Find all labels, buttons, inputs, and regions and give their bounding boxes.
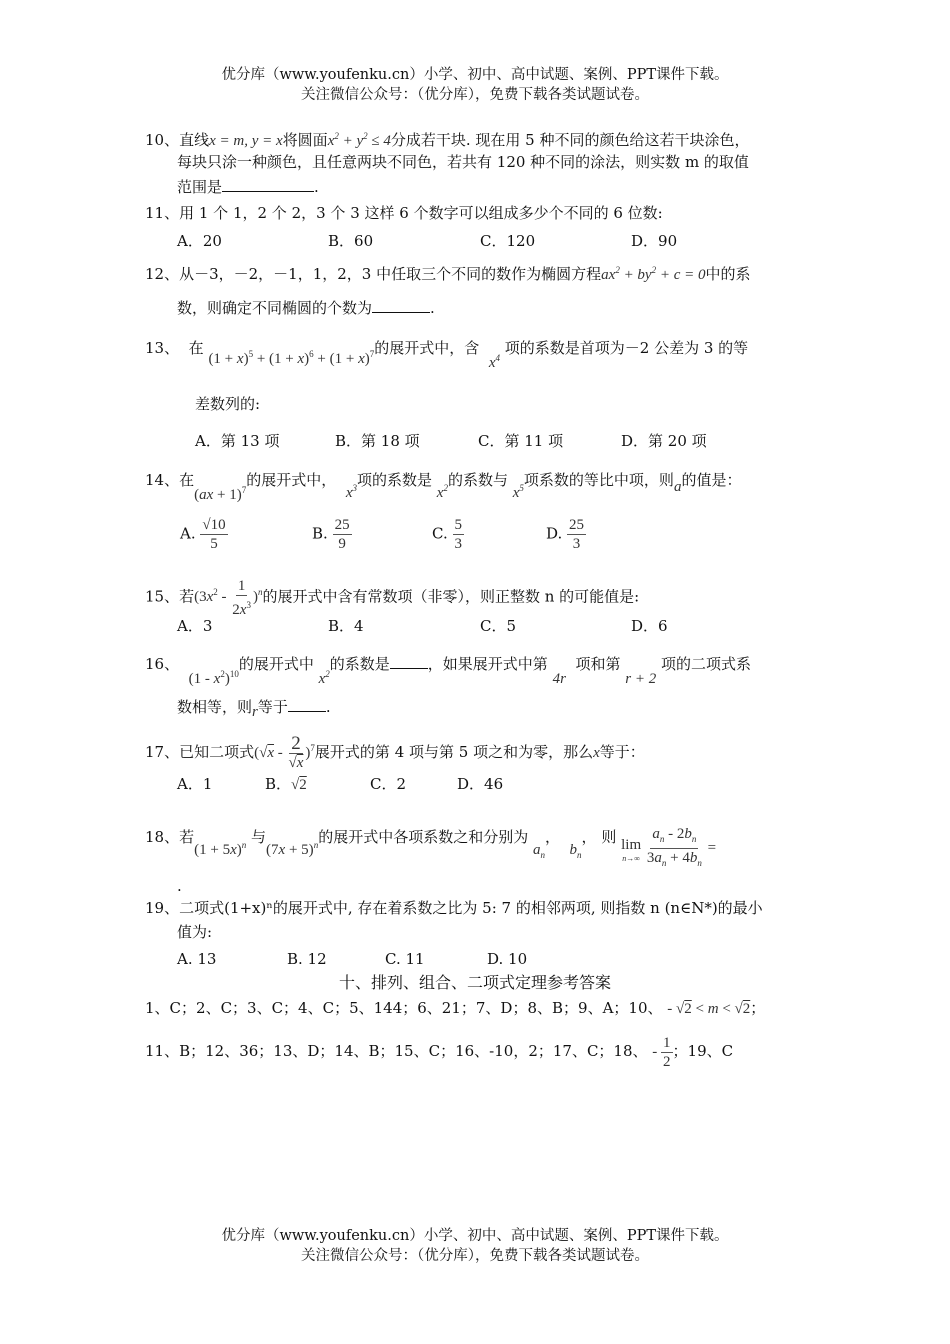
formula-m-range: - √2 < m < √2 [667, 1001, 751, 1017]
option-a [180, 516, 228, 553]
question-number: 10、 [145, 131, 180, 149]
option-d: D．第 20 项 [621, 432, 707, 450]
question-text: . [314, 178, 319, 196]
formula-sum: $(1 + x)^5 + (1 + x)^6 + (1 + x)^7$ [208, 349, 375, 367]
formula-r-plus-2: r + 2 [625, 671, 657, 687]
answers-title: 十、排列、组合、二项式定理参考答案 [338, 973, 611, 992]
question-text: 的展开式中，含 [374, 339, 480, 357]
formula-x2: $x^2$ [436, 483, 448, 501]
fraction-denominator: 9 [338, 536, 346, 552]
formula-bn: $b_n$ [569, 841, 582, 860]
question-10-line-3 [177, 177, 319, 197]
formula-disk: $x^2 + y^2 \le 4$ [327, 131, 391, 149]
option-c: C．第 11 项 [478, 432, 564, 450]
question-text: 的展开式中含有常数项（非零），则正整数 n 的可能值是: [262, 587, 640, 606]
option-fraction [333, 516, 352, 553]
question-16 [145, 650, 752, 687]
formula-lines: x = m, y = x [209, 133, 283, 149]
answer-blank [390, 654, 428, 669]
option-a: A．20 [177, 232, 222, 250]
option-d: D．46 [457, 775, 504, 793]
question-text: 数相等，则 [177, 698, 253, 716]
question-text: 的值是： [681, 471, 742, 489]
question-number: 13、 [145, 339, 180, 357]
formula-binomial-17: (√x - $\frac{2}{√x}$ )$^7$ [254, 733, 315, 771]
answer-blank [372, 298, 430, 313]
question-18 [145, 815, 717, 868]
fraction-numerator: √10 [202, 517, 226, 533]
question-16-line-2 [177, 697, 331, 718]
formula-x2: $x^2$ [318, 669, 330, 687]
formula-a: a [673, 479, 682, 495]
question-number: 16、 [145, 655, 180, 673]
fraction-denominator: 3 [572, 536, 581, 552]
question-text: 若 [179, 587, 195, 606]
question-11 [145, 203, 663, 223]
formula-ellipse: $ax^2 + by^2 + c = 0$ [601, 265, 706, 283]
question-text: 已知二项式 [179, 742, 255, 761]
question-text: 中的系 [705, 265, 751, 283]
option-a: A．1 [177, 775, 213, 793]
formula-4r: 4r [552, 671, 566, 687]
question-text: . [325, 698, 331, 716]
question-14 [145, 466, 742, 503]
option-d [546, 516, 586, 553]
option-c: C. 11 [385, 950, 425, 968]
question-text: 项和第 [575, 655, 621, 673]
question-12-line-2 [177, 298, 435, 318]
question-text: 与 [251, 827, 267, 846]
question-text: 数，则确定不同椭圆的个数为 [177, 299, 373, 317]
question-text: 的展开式中各项系数之和分别为 [318, 827, 529, 846]
question-text: 项的二项式系 [661, 655, 752, 673]
question-text: 等于： [599, 742, 645, 761]
question-text: 项的系数是首项为－2 公差为 3 的等 [504, 339, 749, 357]
option-fraction [200, 516, 227, 553]
option-a: A．3 [177, 617, 213, 635]
option-a: A．第 13 项 [195, 432, 280, 450]
question-12 [145, 260, 751, 285]
formula-x3: $x^3$ [345, 483, 357, 501]
question-text: 若 [179, 827, 195, 846]
question-text: 的系数与 [447, 471, 508, 489]
question-text: 范围是 [177, 178, 223, 196]
question-number: 11、 [145, 204, 180, 222]
fraction-denominator: 5 [210, 536, 218, 552]
question-text: 在 [188, 339, 204, 357]
question-text: 从－3，－2，－1，1，2，3 中任取三个不同的数作为椭圆方程 [179, 265, 602, 283]
question-number: 17、 [145, 742, 180, 761]
answers-line-2 [145, 1034, 733, 1071]
question-10-line-2: 每块只涂一种颜色，且任意两块不同色，若共有 120 种不同的涂法，则实数 m 的取值 [177, 153, 749, 171]
option-fraction [453, 516, 465, 553]
fraction-denominator: 3 [454, 536, 462, 552]
formula-1-plus-5x: $(1 + 5x)^n$ [194, 839, 247, 858]
option-b [265, 774, 307, 795]
option-d: D. 10 [487, 950, 528, 968]
question-text: 的系数是 [329, 655, 390, 673]
formula-x4: $x^4$ [488, 353, 500, 371]
question-13 [145, 334, 749, 371]
question-text: 的展开式中 [238, 655, 314, 673]
option-c: C．120 [480, 232, 536, 250]
option-fraction [567, 516, 586, 553]
formula-limit: lim n→∞ $\frac{a_n - 2b_n}{3a_n + 4b_n}$ = [621, 826, 717, 868]
answers-text: 1、C；2、C；3、C；4、C；5、144；6、21；7、D；8、B；9、A；10、 [145, 999, 663, 1017]
option-a: A. 13 [177, 950, 217, 968]
answer-blank [288, 697, 326, 712]
option-label: B． [265, 775, 292, 793]
question-text: ， [544, 827, 560, 846]
question-text: 二项式(1+x)ⁿ的展开式中, 存在着系数之比为 5: 7 的相邻两项, 则指数 n (n∈N*)的最小 [179, 899, 763, 917]
question-15 [145, 577, 639, 619]
header-line-2: 关注微信公众号：（优分库），免费下载各类试题试卷。 [301, 87, 649, 103]
option-c [432, 516, 464, 553]
footer-line-1: 优分库（www.youfenku.cn）小学、初中、高中试题、案例、PPT课件下载。 [221, 1228, 729, 1244]
answers-text: ； [750, 999, 766, 1017]
option-c: C．5 [480, 617, 517, 635]
option-d: D．90 [631, 232, 678, 250]
question-text: 用 1 个 1，2 个 2，3 个 3 这样 6 个数字可以组成多少个不同的 6 位数: [179, 204, 663, 222]
answers-line-1 [145, 998, 765, 1019]
question-19 [145, 898, 763, 918]
question-text: . [430, 299, 435, 317]
question-number: 14、 [145, 471, 180, 489]
question-text: 直线 [179, 131, 210, 149]
formula-binomial-15: ($3x^2$ - $\frac{1}{2x^3}$ )$^n$ [194, 578, 263, 618]
option-b: B．第 18 项 [335, 432, 420, 450]
question-18-period: . [177, 877, 182, 895]
formula-an: $a_n$ [532, 841, 545, 860]
question-text: 项系数的等比中项，则 [523, 471, 674, 489]
answers-text: ；19、C [672, 1041, 734, 1060]
answer-blank [222, 177, 314, 192]
question-number: 19、 [145, 899, 180, 917]
header-line-1: 优分库（www.youfenku.cn）小学、初中、高中试题、案例、PPT课件下载。 [221, 67, 729, 83]
question-text: 展开式的第 4 项与第 5 项之和为零，那么 [314, 742, 594, 761]
question-text: ， 则 [581, 827, 617, 846]
option-c: C．2 [370, 775, 407, 793]
option-d: D．6 [631, 617, 668, 635]
question-text: ，如果展开式中第 [427, 655, 548, 673]
option-b: B．60 [328, 232, 374, 250]
fraction-numerator: 25 [334, 517, 350, 533]
formula-sqrt2: √2 [291, 777, 307, 793]
option-b: B. 12 [287, 950, 327, 968]
option-b [312, 516, 352, 553]
answers-text: 11、B；12、36；13、D；14、B；15、C；16、-10，2；17、C；18、 [145, 1041, 648, 1060]
option-label: B. [312, 524, 328, 543]
option-label: A. [180, 524, 196, 543]
formula-x5: $x^5$ [512, 483, 524, 501]
option-label: D. [546, 524, 563, 543]
question-text: 将圆面 [282, 131, 328, 149]
question-number: 18、 [145, 827, 180, 846]
formula-7x-plus-5: $(7x + 5)^n$ [266, 839, 319, 858]
formula-ax-plus-1: (ax + 1)$^7$ [194, 485, 247, 503]
question-text: 分成若干块. 现在用 5 种不同的颜色给这若干块涂色， [390, 131, 750, 149]
fraction-numerator: 25 [569, 517, 585, 533]
option-label: C. [432, 524, 448, 543]
footer-line-2: 关注微信公众号：（优分库），免费下载各类试题试卷。 [301, 1248, 649, 1264]
question-10 [145, 126, 750, 151]
question-19-line-2: 值为: [177, 923, 213, 941]
question-17 [145, 735, 645, 772]
question-text: 项的系数是 [356, 471, 432, 489]
question-13-line-2: 差数列的: [195, 395, 261, 413]
formula-r: r [252, 704, 258, 720]
option-b: B．4 [328, 617, 364, 635]
fraction-numerator: 5 [454, 517, 462, 533]
question-text: 等于 [257, 698, 288, 716]
question-number: 12、 [145, 265, 180, 283]
formula-minus-half: - $\frac{1}{2}$ [652, 1035, 671, 1070]
formula-1-minus-x2: $(1 - x^2)^{10}$ [188, 669, 239, 687]
question-text: 的展开式中， [246, 471, 337, 489]
formula-x: x [593, 744, 600, 761]
question-text: 在 [179, 471, 195, 489]
question-number: 15、 [145, 587, 180, 606]
